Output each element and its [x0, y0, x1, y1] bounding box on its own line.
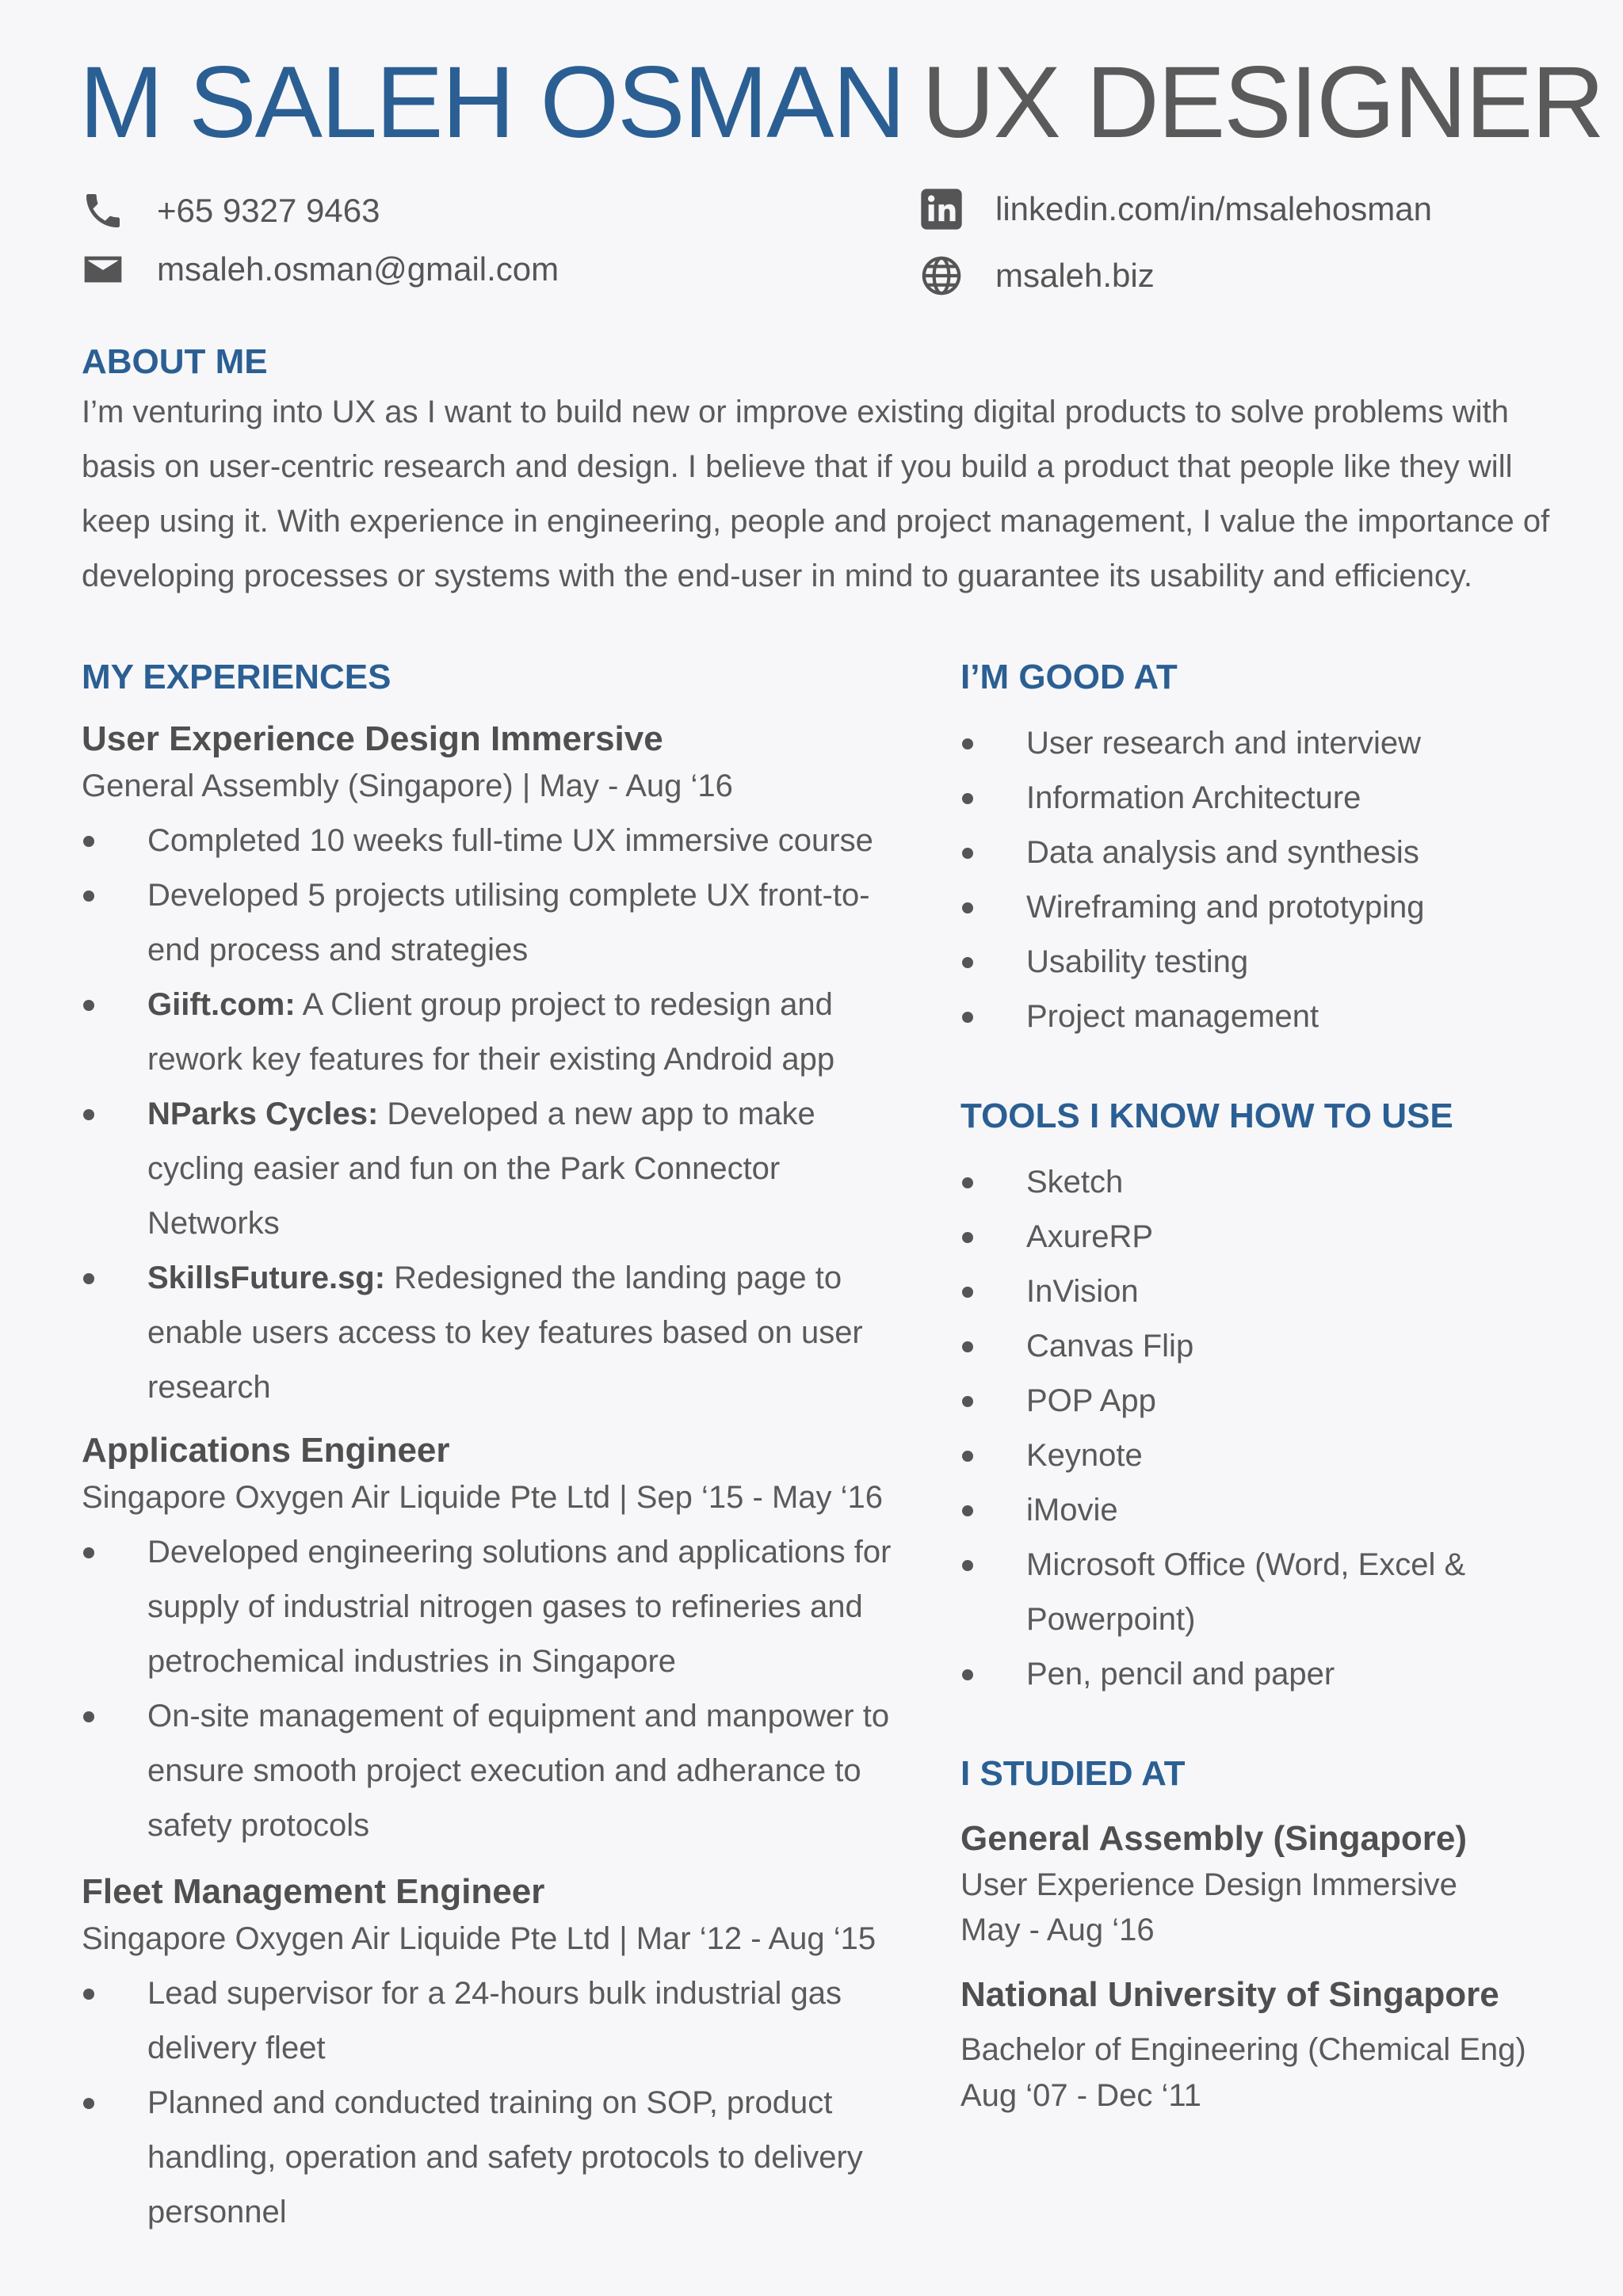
- bullet-icon: [83, 1547, 94, 1558]
- experience-heading: MY EXPERIENCES: [82, 658, 391, 696]
- bullet-icon: [962, 848, 973, 859]
- bullet-icon: [962, 1177, 973, 1188]
- list-item: Lead supervisor for a 24-hours bulk industrial gas delivery fleet: [82, 1966, 890, 2076]
- bullet-icon: [83, 1711, 94, 1722]
- linkedin-icon: [918, 185, 965, 233]
- resume-role: UX DESIGNER: [922, 46, 1603, 159]
- job-title: Fleet Management Engineer: [82, 1872, 545, 1911]
- bullet-icon: [962, 902, 973, 913]
- list-item: Giift.com: A Client group project to redesign and rework key features for their existing Android app: [82, 978, 906, 1087]
- about-heading: ABOUT ME: [82, 342, 268, 381]
- contact-phone: [79, 187, 380, 235]
- list-item: NParks Cycles: Developed a new app to make cycling easier and fun on the Park Connector Networks: [82, 1087, 906, 1251]
- job-bullets: [82, 1966, 890, 2240]
- list-item: iMovie: [960, 1483, 1499, 1538]
- skills-list: [960, 716, 1563, 1044]
- job-subtitle: Singapore Oxygen Air Liquide Pte Ltd | Mar ‘12 - Aug ‘15: [82, 1921, 876, 1956]
- bullet-icon: [962, 1341, 973, 1352]
- job-subtitle: General Assembly (Singapore) | May - Aug ‘16: [82, 769, 733, 803]
- email-link[interactable]: msaleh.osman@gmail.com: [157, 250, 559, 288]
- linkedin-link[interactable]: linkedin.com/in/msalehosman: [995, 190, 1432, 227]
- list-item: Wireframing and prototyping: [960, 880, 1563, 935]
- mail-icon: [79, 246, 127, 293]
- list-item: Information Architecture: [960, 771, 1563, 826]
- list-item: On-site management of equipment and manpower to ensure smooth project execution and adherance to safety protocols: [82, 1689, 898, 1853]
- list-item: SkillsFuture.sg: Redesigned the landing page to enable users access to key features based on user research: [82, 1251, 906, 1415]
- bullet-icon: [83, 1000, 94, 1011]
- contact-linkedin: [918, 185, 1432, 233]
- bullet-icon: [962, 1232, 973, 1243]
- job-title: User Experience Design Immersive: [82, 719, 663, 758]
- job-bullets: [82, 1525, 898, 1853]
- bullet-icon: [83, 1109, 94, 1120]
- list-item: Microsoft Office (Word, Excel & Powerpoint): [960, 1538, 1499, 1647]
- resume-name: M SALEH OSMAN: [79, 46, 904, 159]
- globe-icon: [918, 252, 965, 299]
- list-item: AxureRP: [960, 1210, 1499, 1264]
- bullet-icon: [962, 1287, 973, 1298]
- list-item: Data analysis and synthesis: [960, 826, 1563, 880]
- school-name: General Assembly (Singapore): [960, 1819, 1468, 1858]
- school-dates: May - Aug ‘16: [960, 1913, 1155, 1947]
- list-item: Project management: [960, 990, 1563, 1044]
- list-item: InVision: [960, 1264, 1499, 1319]
- list-item: Planned and conducted training on SOP, product handling, operation and safety protocols to delivery personnel: [82, 2076, 890, 2240]
- job-bullets: [82, 814, 906, 1415]
- school-dates: Aug ‘07 - Dec ‘11: [960, 2078, 1201, 2113]
- bullet-icon: [83, 1989, 94, 2000]
- tools-list: [960, 1155, 1499, 1702]
- list-item: Canvas Flip: [960, 1319, 1499, 1374]
- bullet-icon: [962, 1505, 973, 1516]
- list-item: User research and interview: [960, 716, 1563, 771]
- list-item: Usability testing: [960, 935, 1563, 990]
- education-heading: I STUDIED AT: [960, 1754, 1186, 1793]
- skills-heading: I’M GOOD AT: [960, 658, 1178, 696]
- bullet-icon: [962, 1012, 973, 1023]
- list-item: Keynote: [960, 1428, 1499, 1483]
- website-link[interactable]: msaleh.biz: [995, 257, 1155, 294]
- list-item: Pen, pencil and paper: [960, 1647, 1499, 1702]
- bullet-icon: [962, 793, 973, 804]
- school-course: User Experience Design Immersive: [960, 1867, 1457, 1902]
- phone-icon: [79, 187, 127, 235]
- bullet-icon: [962, 1669, 973, 1680]
- phone-text: +65 9327 9463: [157, 192, 380, 229]
- bullet-icon: [962, 1451, 973, 1462]
- list-item: Completed 10 weeks full-time UX immersive course: [82, 814, 906, 868]
- bullet-icon: [83, 836, 94, 847]
- bullet-icon: [962, 1560, 973, 1571]
- tools-heading: TOOLS I KNOW HOW TO USE: [960, 1097, 1453, 1135]
- contact-website: [918, 252, 1155, 299]
- list-item: POP App: [960, 1374, 1499, 1428]
- school-course: Bachelor of Engineering (Chemical Eng): [960, 2032, 1526, 2067]
- bullet-icon: [962, 738, 973, 749]
- bullet-icon: [83, 891, 94, 902]
- school-name: National University of Singapore: [960, 1975, 1499, 2014]
- about-text: I’m venturing into UX as I want to build new or improve existing digital products to solve problems with basis on user-centric research and design. I believe that if you build a product that people like they will keep using it. With experience in engineering, people and project management, I value the importance of developing processes or systems with the end-user in mind to guarantee its usability and efficiency.: [82, 395, 1550, 593]
- job-subtitle: Singapore Oxygen Air Liquide Pte Ltd | Sep ‘15 - May ‘16: [82, 1480, 883, 1515]
- bullet-icon: [962, 957, 973, 968]
- bullet-icon: [83, 2098, 94, 2109]
- list-item: Developed engineering solutions and applications for supply of industrial nitrogen gases to refineries and petrochemical industries in Singapore: [82, 1525, 898, 1689]
- bullet-icon: [83, 1273, 94, 1284]
- list-item: Developed 5 projects utilising complete UX front-to-end process and strategies: [82, 868, 906, 978]
- job-title: Applications Engineer: [82, 1431, 450, 1470]
- bullet-icon: [962, 1396, 973, 1407]
- contact-email: [79, 246, 559, 293]
- list-item: Sketch: [960, 1155, 1499, 1210]
